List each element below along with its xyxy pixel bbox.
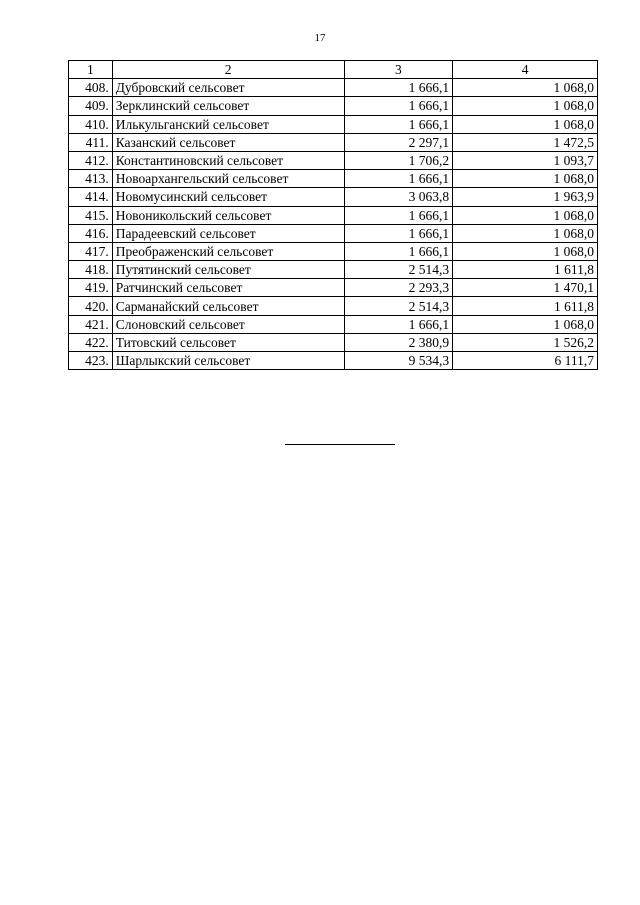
row-number-cell: 418. bbox=[69, 261, 113, 279]
header-cell-4: 4 bbox=[453, 61, 598, 79]
table-row bbox=[69, 79, 598, 97]
table-row bbox=[69, 297, 598, 315]
settlement-name-cell: Новомусинский сельсовет bbox=[112, 188, 344, 206]
value-col4-cell: 1 526,2 bbox=[453, 333, 598, 351]
row-number-cell: 420. bbox=[69, 297, 113, 315]
value-col3-cell: 2 514,3 bbox=[344, 261, 453, 279]
settlement-name-cell: Новоархангельский сельсовет bbox=[112, 170, 344, 188]
value-col3-cell: 1 666,1 bbox=[344, 206, 453, 224]
row-number-cell: 408. bbox=[69, 79, 113, 97]
settlement-name-cell: Зерклинский сельсовет bbox=[112, 97, 344, 115]
value-col4-cell: 1 068,0 bbox=[453, 170, 598, 188]
value-col4-cell: 1 068,0 bbox=[453, 97, 598, 115]
value-col3-cell: 1 666,1 bbox=[344, 224, 453, 242]
row-number-cell: 423. bbox=[69, 352, 113, 370]
settlement-name-cell: Шарлыкский сельсовет bbox=[112, 352, 344, 370]
data-table bbox=[68, 60, 598, 370]
table-row bbox=[69, 279, 598, 297]
value-col3-cell: 2 293,3 bbox=[344, 279, 453, 297]
value-col4-cell: 1 963,9 bbox=[453, 188, 598, 206]
row-number-cell: 413. bbox=[69, 170, 113, 188]
row-number-cell: 421. bbox=[69, 315, 113, 333]
settlement-name-cell: Преображенский сельсовет bbox=[112, 242, 344, 260]
settlement-name-cell: Парадеевский сельсовет bbox=[112, 224, 344, 242]
settlement-name-cell: Слоновский сельсовет bbox=[112, 315, 344, 333]
value-col4-cell: 1 470,1 bbox=[453, 279, 598, 297]
header-cell-3: 3 bbox=[344, 61, 453, 79]
settlement-name-cell: Дубровский сельсовет bbox=[112, 79, 344, 97]
settlement-name-cell: Титовский сельсовет bbox=[112, 333, 344, 351]
value-col4-cell: 1 472,5 bbox=[453, 133, 598, 151]
settlement-name-cell: Илькульганский сельсовет bbox=[112, 115, 344, 133]
table-row bbox=[69, 224, 598, 242]
row-number-cell: 410. bbox=[69, 115, 113, 133]
value-col3-cell: 1 666,1 bbox=[344, 242, 453, 260]
row-number-cell: 419. bbox=[69, 279, 113, 297]
value-col4-cell: 1 068,0 bbox=[453, 224, 598, 242]
row-number-cell: 409. bbox=[69, 97, 113, 115]
value-col4-cell: 1 093,7 bbox=[453, 151, 598, 169]
row-number-cell: 411. bbox=[69, 133, 113, 151]
header-cell-1: 1 bbox=[69, 61, 113, 79]
table-row bbox=[69, 261, 598, 279]
value-col4-cell: 1 611,8 bbox=[453, 297, 598, 315]
header-cell-2: 2 bbox=[112, 61, 344, 79]
value-col3-cell: 1 666,1 bbox=[344, 115, 453, 133]
value-col3-cell: 3 063,8 bbox=[344, 188, 453, 206]
value-col4-cell: 6 111,7 bbox=[453, 352, 598, 370]
table-row bbox=[69, 242, 598, 260]
value-col4-cell: 1 068,0 bbox=[453, 79, 598, 97]
row-number-cell: 412. bbox=[69, 151, 113, 169]
row-number-cell: 422. bbox=[69, 333, 113, 351]
table-row bbox=[69, 115, 598, 133]
value-col3-cell: 2 514,3 bbox=[344, 297, 453, 315]
row-number-cell: 414. bbox=[69, 188, 113, 206]
value-col4-cell: 1 068,0 bbox=[453, 206, 598, 224]
table-header-row bbox=[69, 61, 598, 79]
row-number-cell: 417. bbox=[69, 242, 113, 260]
table-row bbox=[69, 333, 598, 351]
settlement-name-cell: Казанский сельсовет bbox=[112, 133, 344, 151]
table-row bbox=[69, 352, 598, 370]
table-row bbox=[69, 315, 598, 333]
value-col3-cell: 1 666,1 bbox=[344, 79, 453, 97]
value-col3-cell: 1 666,1 bbox=[344, 170, 453, 188]
value-col4-cell: 1 068,0 bbox=[453, 115, 598, 133]
value-col4-cell: 1 611,8 bbox=[453, 261, 598, 279]
value-col3-cell: 1 666,1 bbox=[344, 97, 453, 115]
value-col3-cell: 2 380,9 bbox=[344, 333, 453, 351]
end-of-document-rule bbox=[285, 444, 395, 445]
page-number: 17 bbox=[314, 32, 326, 44]
table-body bbox=[69, 61, 598, 370]
value-col3-cell: 2 297,1 bbox=[344, 133, 453, 151]
settlement-name-cell: Новоникольский сельсовет bbox=[112, 206, 344, 224]
table-row bbox=[69, 188, 598, 206]
row-number-cell: 416. bbox=[69, 224, 113, 242]
value-col3-cell: 1 666,1 bbox=[344, 315, 453, 333]
settlement-name-cell: Сарманайский сельсовет bbox=[112, 297, 344, 315]
table-row bbox=[69, 151, 598, 169]
value-col3-cell: 1 706,2 bbox=[344, 151, 453, 169]
table-row bbox=[69, 133, 598, 151]
table-row bbox=[69, 97, 598, 115]
table-row bbox=[69, 170, 598, 188]
value-col4-cell: 1 068,0 bbox=[453, 242, 598, 260]
value-col4-cell: 1 068,0 bbox=[453, 315, 598, 333]
value-col3-cell: 9 534,3 bbox=[344, 352, 453, 370]
settlement-name-cell: Путятинский сельсовет bbox=[112, 261, 344, 279]
settlement-name-cell: Константиновский сельсовет bbox=[112, 151, 344, 169]
settlement-name-cell: Ратчинский сельсовет bbox=[112, 279, 344, 297]
row-number-cell: 415. bbox=[69, 206, 113, 224]
table-row bbox=[69, 206, 598, 224]
